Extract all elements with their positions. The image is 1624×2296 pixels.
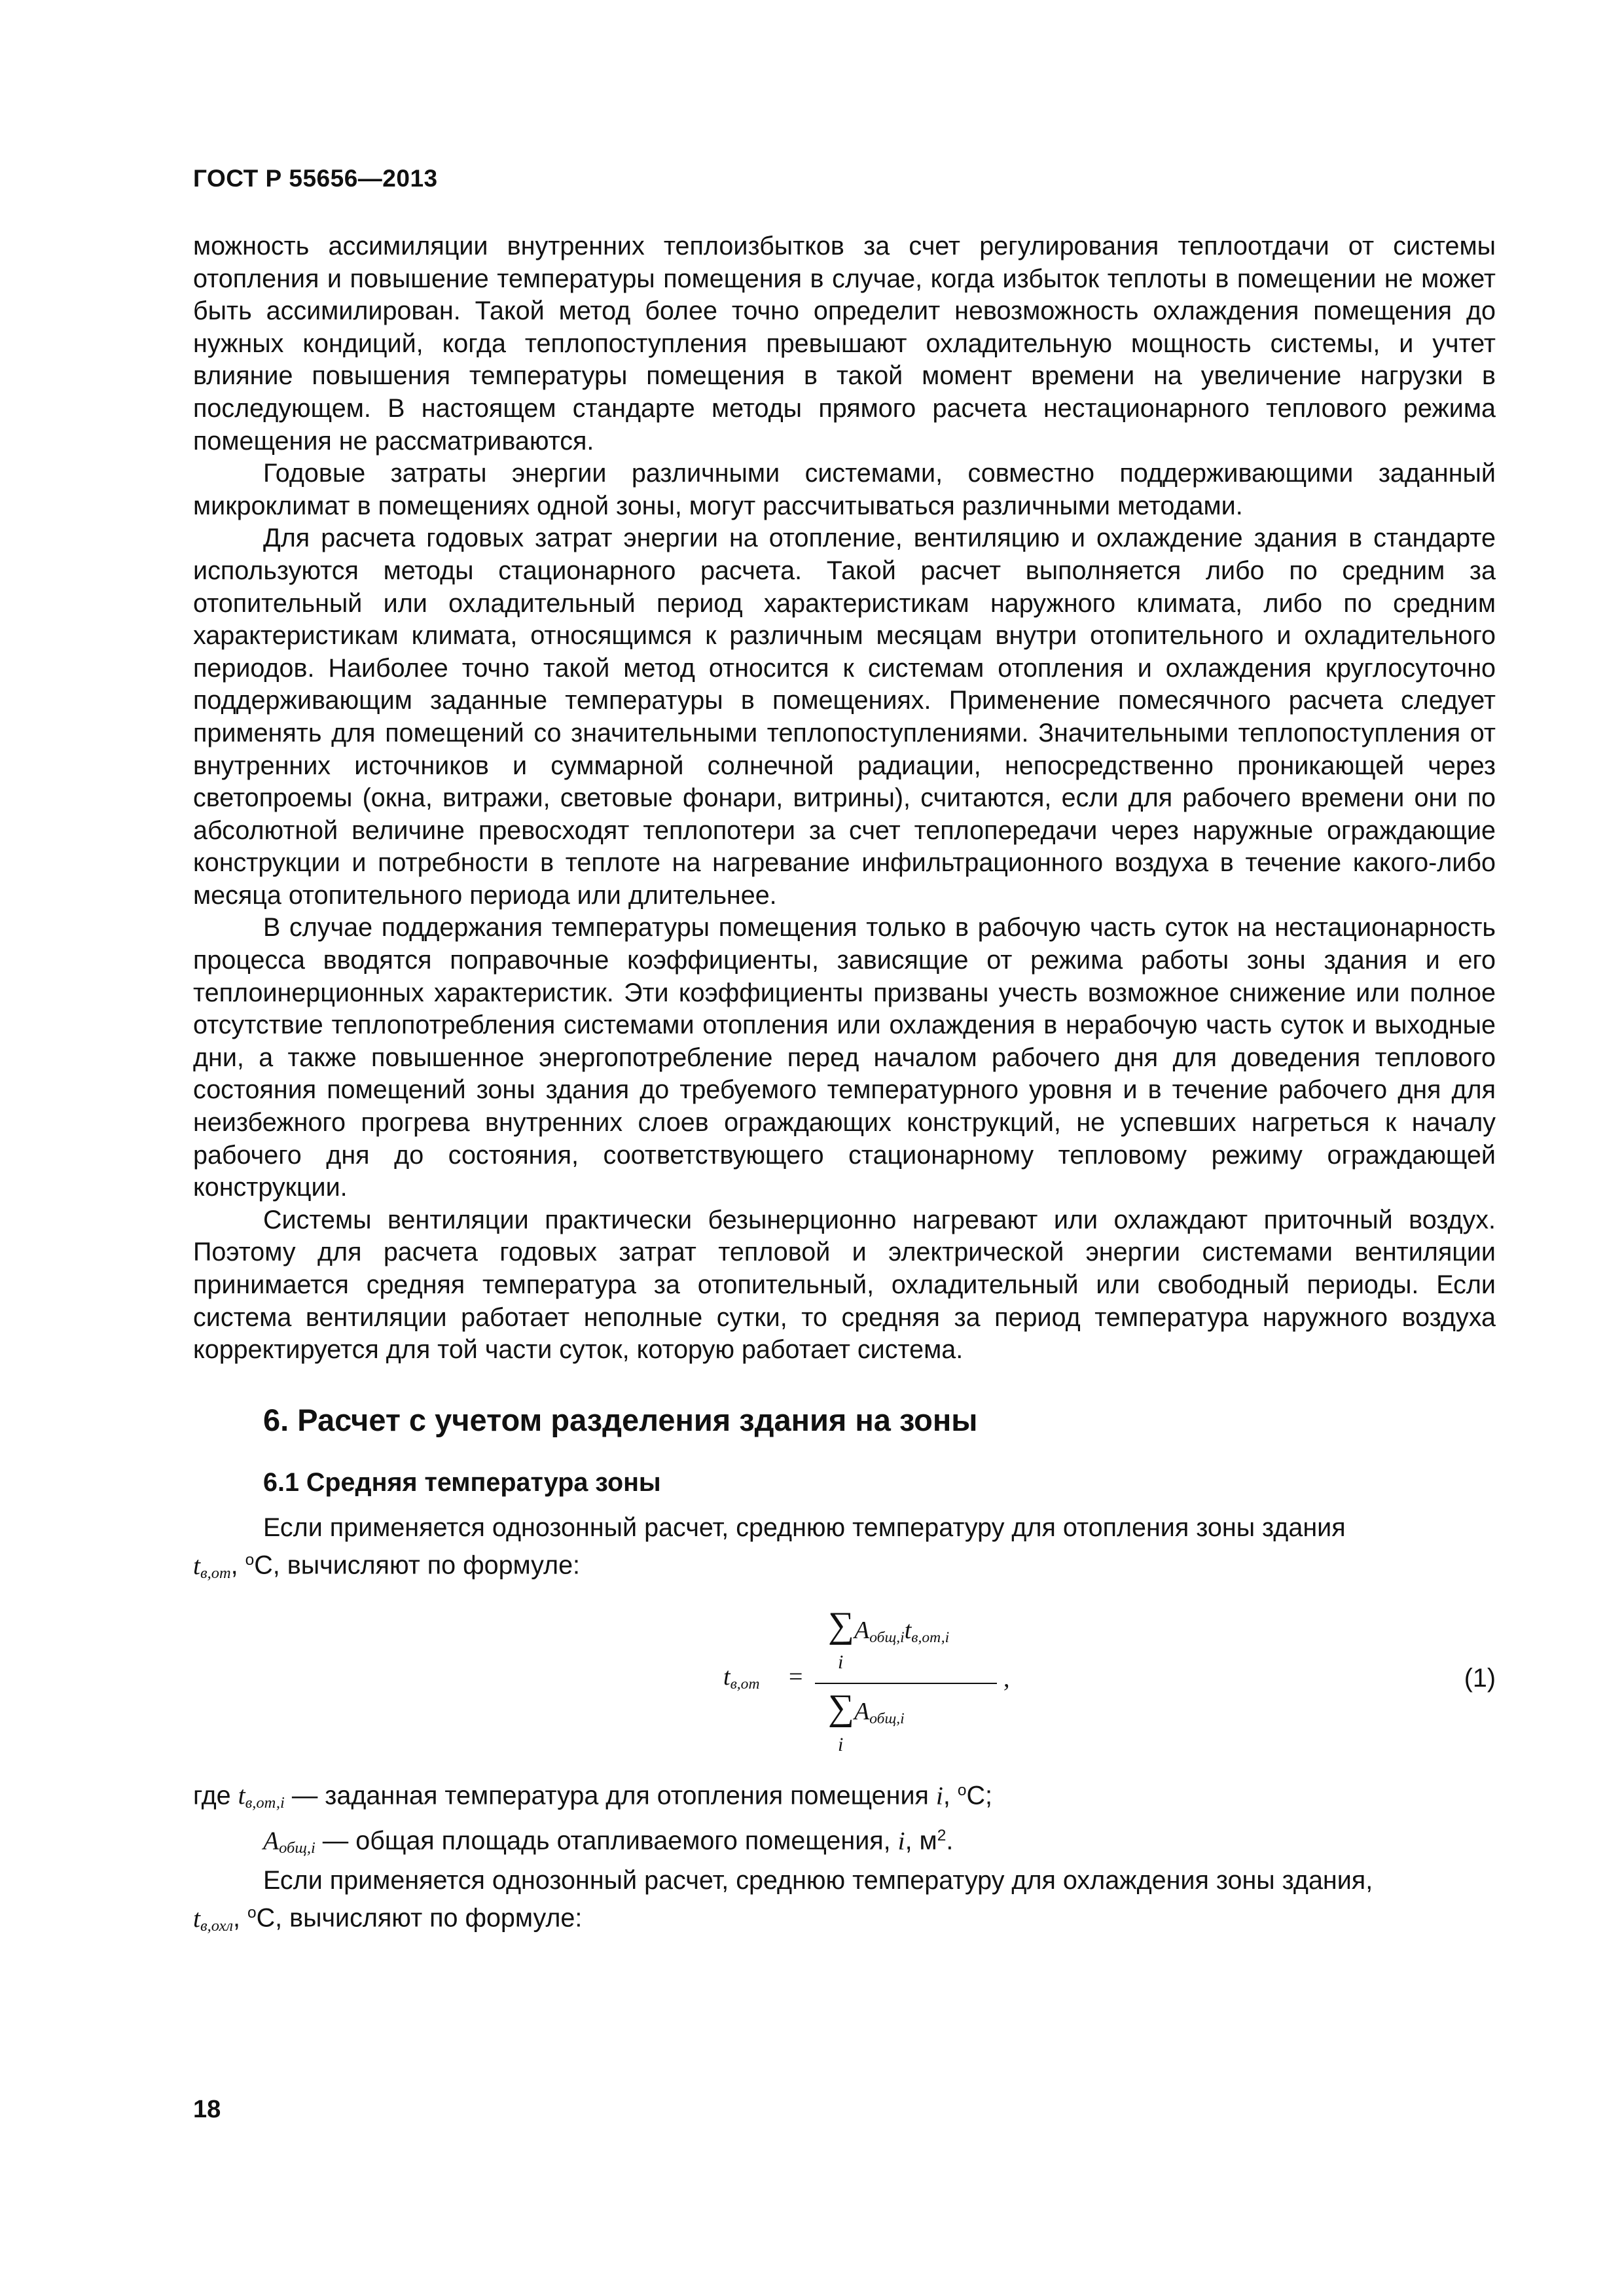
- sum-index-numerator: i: [838, 1651, 844, 1673]
- paragraph: Для расчета годовых затрат энергии на отопление, вентиляцию и охлаждение здания в стандарте используются методы стационарного расчета. Такой расчет выполняется либо по средним за отопительный или охладительный период характеристикам наружного климата, либо по средним характеристикам климата, относящимся к различным месяцам внутри отопительного и охладительного периодов. Наиболее точно такой метод относится к системам отопления и охлаждения круглосуточно поддерживающим заданные температуры в помещениях. Применение помесячного расчета следует применять для помещений со значительными теплопоступлениями. Значительными теплопоступления от внутренних источников и суммарной солнечной радиации, непосредственно проникающей через светопроемы (окна, витражи, световые фонари, витрины), считаются, если для рабочего времени они по абсолютной величине превосходят теплопотери за счет теплопередачи через наружные ограждающие конструкции и потребности в теплоте на нагревание инфильтрационного воздуха в течение какого-либо месяца отопительного периода или длительнее.: [193, 524, 1496, 910]
- degree-mark: о: [247, 1904, 257, 1922]
- intro-cooling-text: Если применяется однозонный расчет, среднюю температуру для охлаждения зоны здания,: [263, 1865, 1373, 1895]
- formula-number: (1): [1464, 1663, 1496, 1693]
- formula-lhs: $t_{в,от}$: [723, 1662, 760, 1693]
- where-definition-1: где $t_{в,от,i}$ — заданная температура для отопления помещения i, $^о$С;: [193, 1781, 992, 1812]
- formula-comma: ,: [1003, 1664, 1010, 1693]
- formula-numerator-term: $A_{общ,i}t_{в,от,i}$: [854, 1616, 950, 1646]
- intro-heating-rest: С, вычисляют по формуле:: [254, 1551, 581, 1580]
- intro-heating-paragraph: Если применяется однозонный расчет, среднюю температуру для отопления зоны здания $t_{в,от}$, $^о$С, вычисляют по формуле:: [193, 1513, 1346, 1582]
- paragraph: Системы вентиляции практически безынерционно нагревают или охлаждают приточный воздух. Поэтому для расчета годовых затрат тепловой и электрической энергии системами вентиляции принимается средняя температура за отопительный, охладительный или свободный периоды. Если система вентиляции работает неполные сутки, то средняя за период температура наружного воздуха корректируется для той части суток, которую работает система.: [193, 1205, 1496, 1365]
- fraction-bar: [815, 1683, 997, 1684]
- page-number: 18: [193, 2096, 221, 2123]
- intro-cooling-rest: С, вычисляют по формуле:: [256, 1903, 583, 1933]
- formula-equals: =: [789, 1662, 803, 1691]
- document-header: ГОСТ Р 55656—2013: [193, 165, 438, 192]
- intro-heating-text: Если применяется однозонный расчет, среднюю температуру для отопления зоны здания: [263, 1513, 1346, 1542]
- var-t-heating: $t_{в,от}$: [193, 1551, 231, 1582]
- subsection-heading: 6.1 Средняя температура зоны: [263, 1467, 661, 1497]
- formula-denominator-term: $A_{общ,i}$: [854, 1697, 905, 1727]
- formula-expression: [723, 1599, 1195, 1763]
- section-heading: 6. Расчет с учетом разделения здания на зоны: [263, 1402, 978, 1437]
- intro-cooling-paragraph: Если применяется однозонный расчет, среднюю температуру для охлаждения зоны здания, $t_{в,охл}$, $^о$С, вычисляют по формуле:: [193, 1865, 1373, 1935]
- degree-mark: о: [245, 1551, 255, 1570]
- paragraph-continuation: можность ассимиляции внутренних теплоизбытков за счет регулирования теплоотдачи от системы отопления и повышение температуры помещения в случае, когда избыток теплоты в помещении не может быть ассимилирован. Такой метод более точно определит невозможность охлаждения помещения до нужных кондиций, когда теплопоступления превышают охладительную мощность системы, и учтет влияние повышения температуры помещения в такой момент времени на увеличение нагрузки в последующем. В настоящем стандарте методы прямого расчета нестационарного теплового режима помещения не рассматриваются.: [193, 232, 1496, 456]
- sum-index-denominator: i: [838, 1733, 844, 1755]
- degree-mark: о: [957, 1781, 967, 1799]
- var-t-cooling: $t_{в,охл}$: [193, 1903, 234, 1935]
- var-t-room: $t_{в,от,i}$: [238, 1781, 285, 1812]
- sum-symbol-denominator: ∑: [828, 1687, 854, 1728]
- var-a-area: $A_{общ,i}$: [263, 1826, 316, 1857]
- formula-1: [193, 1599, 1496, 1763]
- where-definition-2: $A_{общ,i}$ — общая площадь отапливаемого помещения, i, $м^2$.: [263, 1826, 954, 1857]
- paragraph: В случае поддержания температуры помещения только в рабочую часть суток на нестационарность процесса вводятся поправочные коэффициенты, зависящие от режима работы зоны здания и его теплоинерционных характеристик. Эти коэффициенты призваны учесть возможное снижение или полное отсутствие теплопотребления системами отопления или охлаждения в нерабочую часть суток и выходные дни, а также повышенное энергопотребление перед началом рабочего дня для доведения теплового состояния помещений зоны здания до требуемого температурного уровня и в течение рабочего дня для неизбежного прогрева внутренних слоев ограждающих конструкций, не успевших нагреться к началу рабочего дня до состояния, соответствующего стационарному тепловому режиму ограждающей конструкции.: [193, 913, 1496, 1202]
- paragraph: Годовые затраты энергии различными системами, совместно поддерживающими заданный микроклимат в помещениях одной зоны, могут рассчитываться различными методами.: [193, 459, 1496, 520]
- sum-symbol-numerator: ∑: [828, 1604, 854, 1645]
- page-content: [193, 230, 1496, 1943]
